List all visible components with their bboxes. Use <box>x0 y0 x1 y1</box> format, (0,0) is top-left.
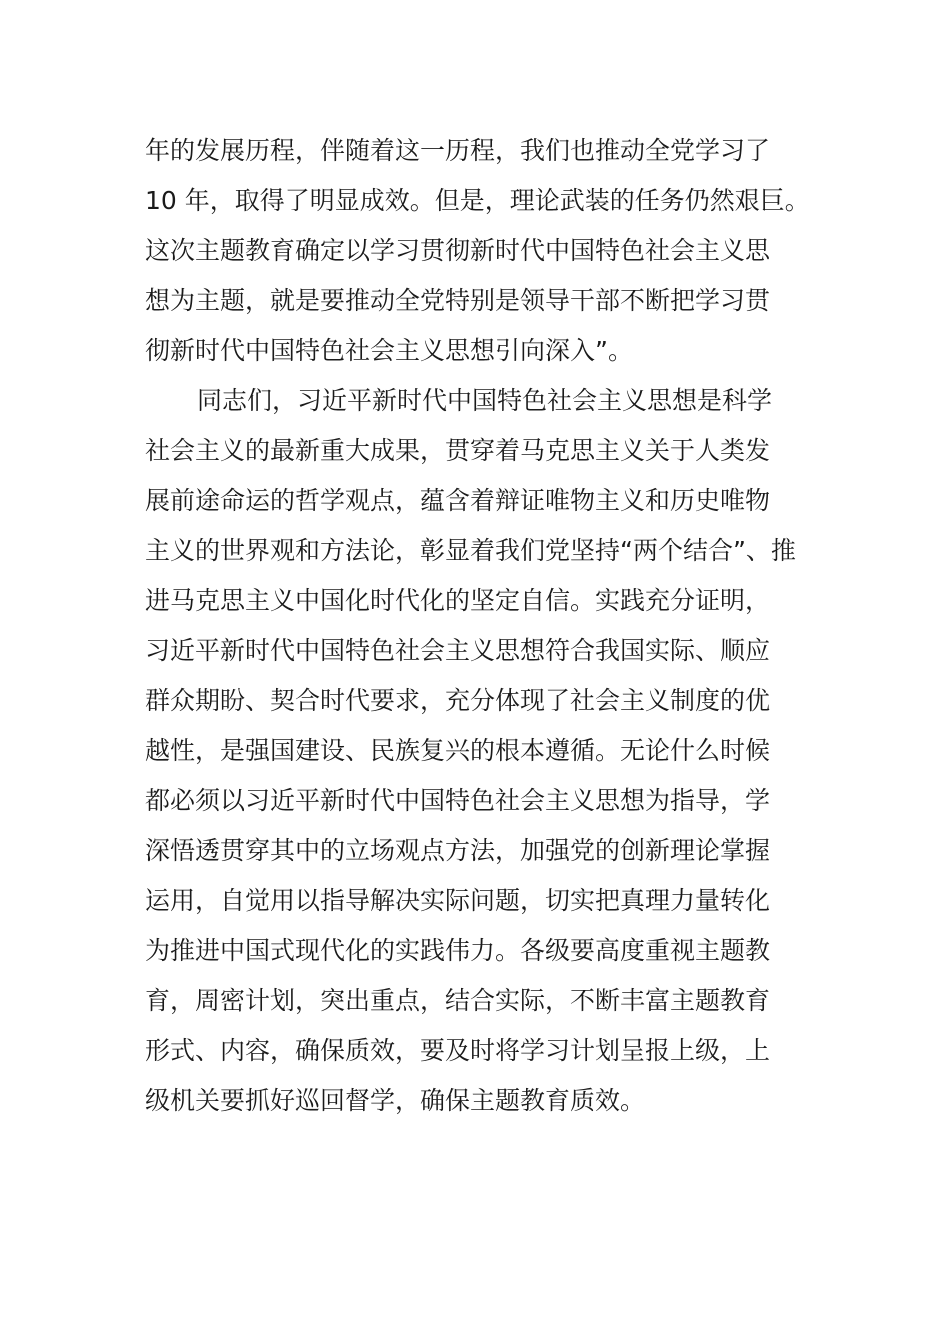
text-line: 年的发展历程，伴随着这一历程，我们也推动全党学习了 <box>145 136 771 165</box>
paragraph-1 <box>145 126 825 376</box>
text-line: 10 年，取得了明显成效。但是，理论武装的任务仍然艰巨。 <box>145 186 810 215</box>
text-line: 越性，是强国建设、民族复兴的根本遵循。无论什么时候 <box>145 736 771 765</box>
text-line-first-indented: 同志们，习近平新时代中国特色社会主义思想是科学 <box>197 386 773 415</box>
text-line: 彻新时代中国特色社会主义思想引向深入”。 <box>145 336 633 365</box>
text-line: 形式、内容，确保质效，要及时将学习计划呈报上级，上 <box>145 1036 771 1065</box>
text-line: 想为主题，就是要推动全党特别是领导干部不断把学习贯 <box>145 286 771 315</box>
text-line: 育，周密计划，突出重点，结合实际，不断丰富主题教育 <box>145 986 771 1015</box>
text-line: 展前途命运的哲学观点，蕴含着辩证唯物主义和历史唯物 <box>145 486 771 515</box>
text-line: 社会主义的最新重大成果，贯穿着马克思主义关于人类发 <box>145 436 771 465</box>
text-line: 群众期盼、契合时代要求，充分体现了社会主义制度的优 <box>145 686 771 715</box>
text-line: 主义的世界观和方法论，彰显着我们党坚持“两个结合”、推 <box>145 536 796 565</box>
text-line: 都必须以习近平新时代中国特色社会主义思想为指导，学 <box>145 786 771 815</box>
text-line: 运用，自觉用以指导解决实际问题，切实把真理力量转化 <box>145 886 771 915</box>
text-line: 为推进中国式现代化的实践伟力。各级要高度重视主题教 <box>145 936 771 965</box>
body-text <box>145 126 825 1126</box>
paragraph-2 <box>145 376 825 1126</box>
text-line: 这次主题教育确定以学习贯彻新时代中国特色社会主义思 <box>145 236 771 265</box>
text-line: 习近平新时代中国特色社会主义思想符合我国实际、顺应 <box>145 636 771 665</box>
text-line: 进马克思主义中国化时代化的坚定自信。实践充分证明， <box>145 586 771 615</box>
text-line: 级机关要抓好巡回督学，确保主题教育质效。 <box>145 1086 646 1115</box>
text-line: 深悟透贯穿其中的立场观点方法，加强党的创新理论掌握 <box>145 836 771 865</box>
